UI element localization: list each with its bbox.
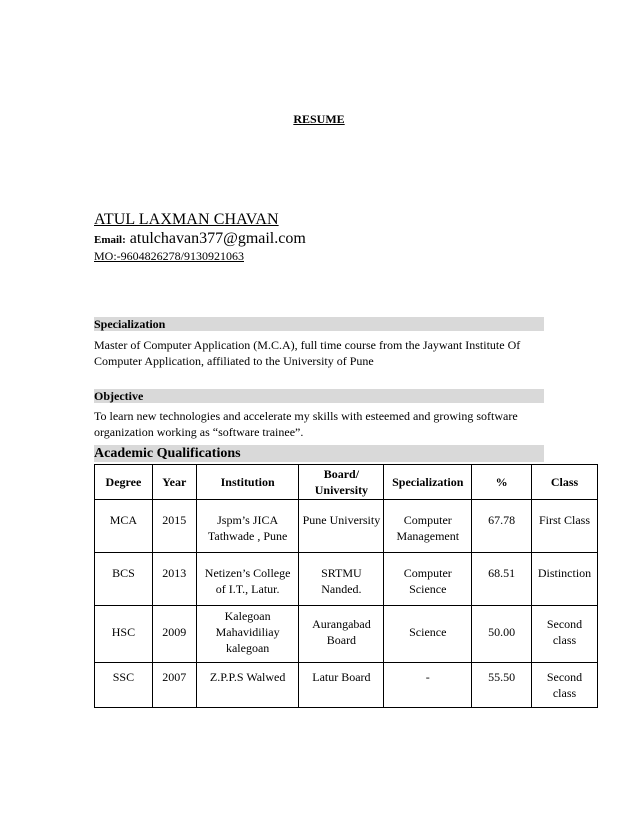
candidate-name: ATUL LAXMAN CHAVAN bbox=[94, 211, 279, 228]
cell-class: First Class bbox=[532, 500, 598, 553]
cell-board: Latur Board bbox=[299, 663, 384, 708]
specialization-heading: Specialization bbox=[94, 317, 544, 331]
table-row bbox=[95, 553, 598, 606]
cell-specialization: Science bbox=[384, 606, 472, 663]
table-row bbox=[95, 500, 598, 553]
cell-specialization: Computer Management bbox=[384, 500, 472, 553]
cell-year: 2013 bbox=[152, 553, 196, 606]
objective-text: To learn new technologies and accelerate my skills with esteemed and growing software organization working as “software trainee”. bbox=[94, 409, 518, 439]
email-row bbox=[94, 230, 306, 248]
specialization-text: Master of Computer Application (M.C.A), full time course from the Jaywant Institute Of Computer Application, affiliated to the University of Pune bbox=[94, 338, 521, 368]
table-header-row bbox=[95, 465, 598, 500]
table-row bbox=[95, 606, 598, 663]
cell-institution: Jspm’s JICA Tathwade , Pune bbox=[196, 500, 299, 553]
cell-percent: 50.00 bbox=[472, 606, 532, 663]
cell-institution: Netizen’s College of I.T., Latur. bbox=[196, 553, 299, 606]
academic-heading: Academic Qualifications bbox=[94, 445, 544, 462]
col-percent: % bbox=[472, 465, 532, 500]
objective-heading: Objective bbox=[94, 389, 544, 403]
cell-degree: HSC bbox=[95, 606, 153, 663]
cell-class: Second class bbox=[532, 606, 598, 663]
email-address: atulchavan377@gmail.com bbox=[129, 230, 306, 247]
cell-institution: Z.P.P.S Walwed bbox=[196, 663, 299, 708]
col-specialization: Specialization bbox=[384, 465, 472, 500]
col-board: Board/ University bbox=[299, 465, 384, 500]
col-degree: Degree bbox=[95, 465, 153, 500]
cell-percent: 67.78 bbox=[472, 500, 532, 553]
cell-class: Second class bbox=[532, 663, 598, 708]
cell-board: SRTMU Nanded. bbox=[299, 553, 384, 606]
cell-percent: 68.51 bbox=[472, 553, 532, 606]
col-year: Year bbox=[152, 465, 196, 500]
cell-specialization: - bbox=[384, 663, 472, 708]
cell-board: Aurangabad Board bbox=[299, 606, 384, 663]
qualifications-table bbox=[94, 464, 598, 708]
table-row bbox=[95, 663, 598, 708]
cell-year: 2015 bbox=[152, 500, 196, 553]
cell-degree: BCS bbox=[95, 553, 153, 606]
cell-degree: SSC bbox=[95, 663, 153, 708]
cell-specialization: Computer Science bbox=[384, 553, 472, 606]
cell-year: 2007 bbox=[152, 663, 196, 708]
email-label: Email: bbox=[94, 234, 126, 246]
col-class: Class bbox=[532, 465, 598, 500]
phone-number: MO:-9604826278/9130921063 bbox=[94, 249, 244, 263]
col-institution: Institution bbox=[196, 465, 299, 500]
cell-board: Pune University bbox=[299, 500, 384, 553]
cell-year: 2009 bbox=[152, 606, 196, 663]
cell-institution: Kalegoan Mahavidiliay kalegoan bbox=[196, 606, 299, 663]
cell-percent: 55.50 bbox=[472, 663, 532, 708]
cell-degree: MCA bbox=[95, 500, 153, 553]
cell-class: Distinction bbox=[532, 553, 598, 606]
resume-title: RESUME bbox=[293, 112, 345, 126]
